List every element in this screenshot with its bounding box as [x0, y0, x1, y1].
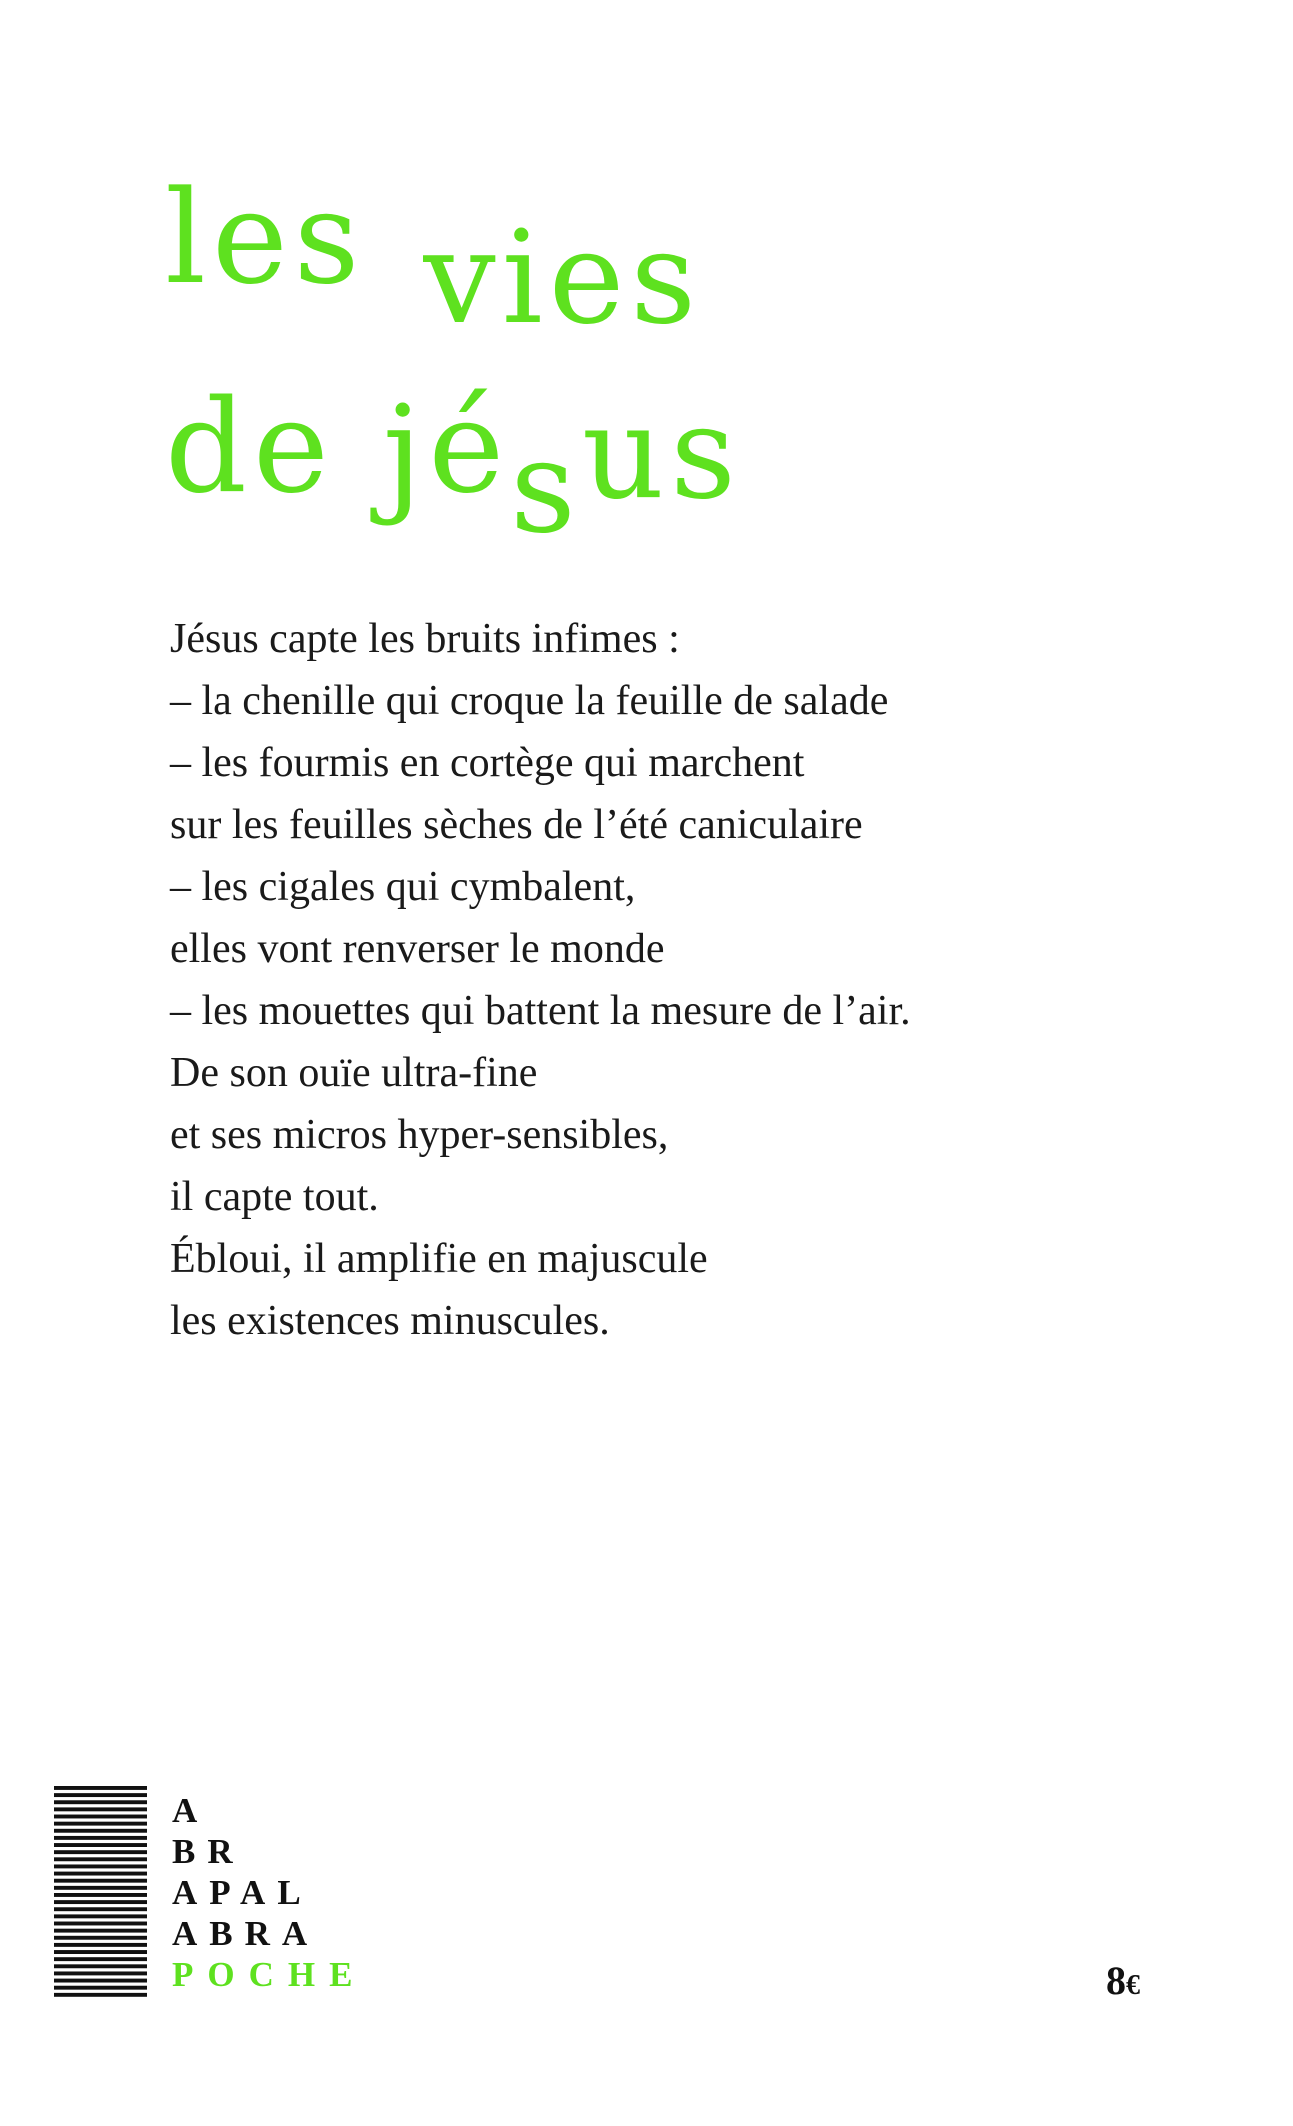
logo-stripe	[54, 1850, 147, 1854]
logo-stripe	[54, 1922, 147, 1926]
poem-line: – la chenille qui croque la feuille de salade	[170, 678, 889, 724]
poem-line: – les cigales qui cymbalent,	[170, 864, 636, 910]
poem-line: Ébloui, il amplifie en majuscule	[170, 1236, 708, 1282]
logo-stripe	[54, 1900, 147, 1904]
barcode-stripes-logo-icon	[54, 1786, 147, 2000]
poem-line: – les fourmis en cortège qui marchent	[170, 740, 805, 786]
logo-stripe	[54, 1800, 147, 1804]
poem-line: il capte tout.	[170, 1174, 379, 1220]
logo-stripe	[54, 1957, 147, 1961]
logo-stripe	[54, 1907, 147, 1911]
poem-line: sur les feuilles sèches de l’été caniculaire	[170, 802, 863, 848]
poem-line: De son ouïe ultra-fine	[170, 1050, 538, 1096]
logo-stripe	[54, 1893, 147, 1897]
logo-stripe	[54, 1929, 147, 1933]
price-label	[1106, 1958, 1140, 2003]
logo-stripe	[54, 1872, 147, 1876]
title-word-les: les	[165, 164, 366, 313]
logo-stripe	[54, 1857, 147, 1861]
collection-name: POCHE	[172, 1955, 367, 1994]
title-letter-e: é	[428, 373, 511, 522]
logo-stripe	[54, 1879, 147, 1883]
logo-stripe	[54, 1979, 147, 1983]
title-word-vies: vies	[423, 204, 703, 353]
title-letter-j: j	[382, 379, 429, 528]
poem-line: elles vont renverser le monde	[170, 926, 665, 972]
title-letters-us: us	[581, 379, 742, 528]
publisher-line: A	[172, 1791, 210, 1830]
logo-stripe	[54, 1943, 147, 1947]
poem-line: les existences minuscules.	[170, 1298, 610, 1344]
logo-stripe	[54, 1914, 147, 1918]
logo-stripe	[54, 1807, 147, 1811]
publisher-line: ABRA	[172, 1914, 320, 1953]
price-amount: 8	[1106, 1958, 1126, 2003]
logo-stripe	[54, 1829, 147, 1833]
title-line-2	[165, 373, 742, 562]
publisher-logo-text	[172, 1790, 366, 1995]
publisher-line: APAL	[172, 1873, 313, 1912]
logo-stripe	[54, 1986, 147, 1990]
logo-stripe	[54, 1836, 147, 1840]
logo-stripe	[54, 1971, 147, 1975]
poem-line: – les mouettes qui battent la mesure de l’air.	[170, 988, 911, 1034]
poem-line: Jésus capte les bruits infimes :	[170, 616, 680, 662]
poem-line: et ses micros hyper-sensibles,	[170, 1112, 669, 1158]
price-currency: €	[1126, 1970, 1140, 2001]
logo-stripe	[54, 1822, 147, 1826]
logo-stripe	[54, 1843, 147, 1847]
back-cover-poem	[170, 608, 911, 1352]
logo-stripe	[54, 1864, 147, 1868]
title-letter-s: s	[510, 413, 582, 562]
logo-stripe	[54, 1786, 147, 1790]
publisher-line: BR	[172, 1832, 245, 1871]
logo-stripe	[54, 1793, 147, 1797]
logo-stripe	[54, 1936, 147, 1940]
title-line-1	[165, 164, 703, 353]
logo-stripe	[54, 1886, 147, 1890]
logo-stripe	[54, 1993, 147, 1997]
logo-stripe	[54, 1815, 147, 1819]
logo-stripe	[54, 1964, 147, 1968]
title-word-de: de	[165, 373, 335, 522]
logo-stripe	[54, 1950, 147, 1954]
